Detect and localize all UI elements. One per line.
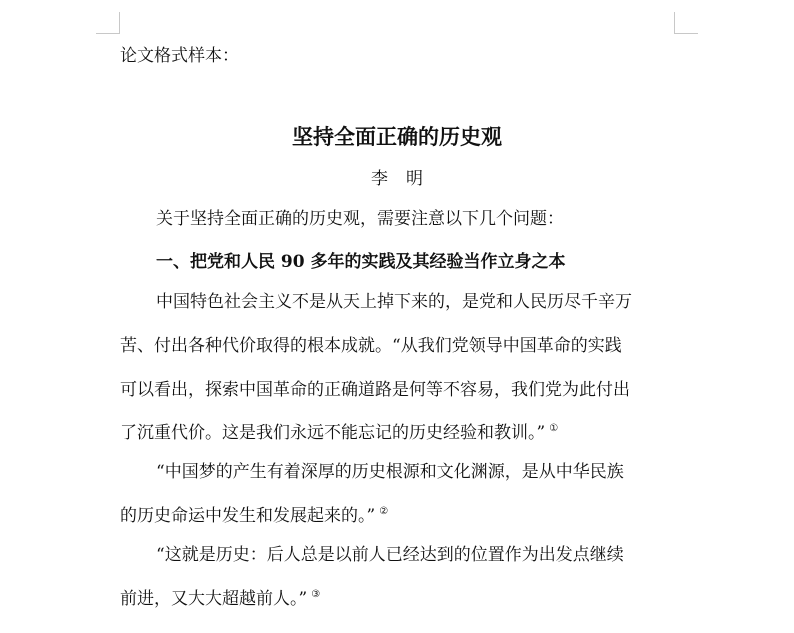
paragraph-1-line-1: 中国特色社会主义不是从天上掉下来的，是党和人民历尽千辛万 [156,292,632,312]
footnote-marker-3[interactable]: ③ [311,589,321,600]
top-left-margin-mark [96,12,120,34]
paragraph-1-line-3: 可以看出，探索中国革命的正确道路是何等不容易，我们党为此付出 [120,380,630,400]
paragraph-3-line-2-text: 前进，又大大超越前人。” [120,589,308,609]
sample-label: 论文格式样本： [120,46,239,66]
intro-text: 关于坚持全面正确的历史观，需要注意以下几个问题： [156,209,564,229]
paragraph-1-line-4 [120,419,558,443]
paragraph-2-line-1: “中国梦的产生有着深厚的历史根源和文化渊源，是从中华民族 [156,462,624,482]
author-name: 李明 [371,169,441,189]
paragraph-3-line-1: “这就是历史：后人总是以前人已经达到的位置作为出发点继续 [156,545,624,565]
footnote-marker-2[interactable]: ② [379,506,389,517]
paragraph-2-line-2 [120,502,388,526]
footnote-marker-1[interactable]: ① [549,423,559,434]
section-heading-1: 一、把党和人民 90 多年的实践及其经验当作立身之本 [156,252,566,272]
paragraph-1-line-2: 苦、付出各种代价取得的根本成就。“从我们党领导中国革命的实践 [120,336,622,356]
paragraph-2-line-2-text: 的历史命运中发生和发展起来的。” [120,506,376,526]
top-right-margin-mark [674,12,698,34]
paragraph-3-line-2 [120,585,320,609]
paper-title: 坚持全面正确的历史观 [292,124,502,149]
paragraph-1-line-4-text: 了沉重代价。这是我们永远不能忘记的历史经验和教训。” [120,423,546,443]
